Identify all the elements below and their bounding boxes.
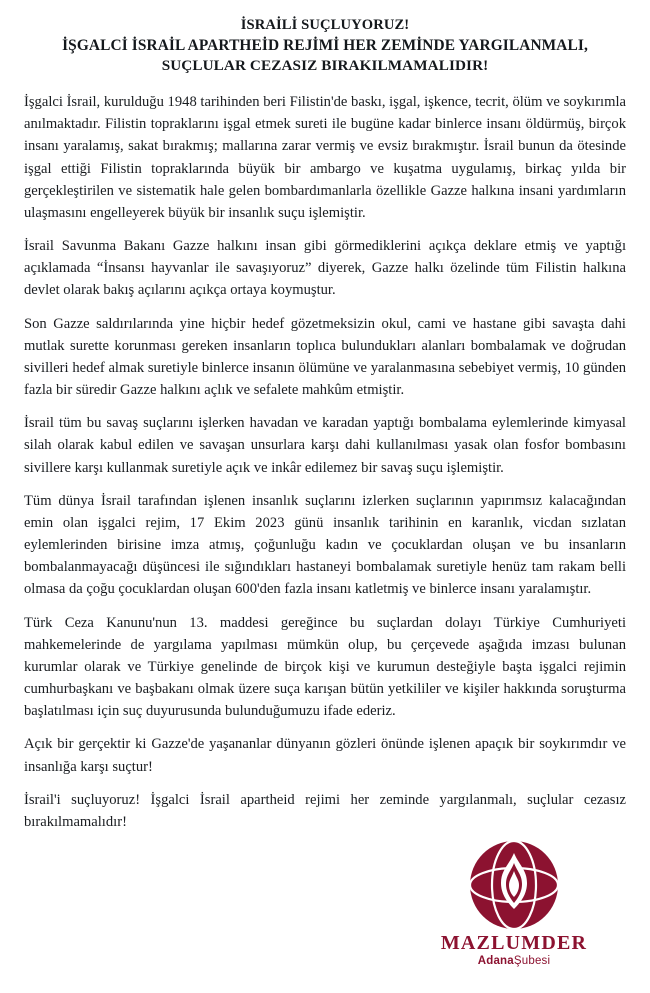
paragraph-3: Son Gazze saldırılarında yine hiçbir hedef gözetmeksizin okul, cami ve hastane gibi savaşta dahi mutlak surette korunması gereken insanların toplıca bulundukları alanları bombalamak ve doğrudan sivilleri hedef almak suretiyle binlerce insanın ölümüne ve yaralanmasına sebebiyet vermiş, 10 günden fazla bir süredir Gazze halkını açlık ve sefalete mahkûm etmiştir. (24, 315, 626, 399)
logo-branch: Şubesi (513, 955, 551, 967)
title-line-1: İSRAİLİ SUÇLUYORUZ! (240, 17, 410, 33)
flame-globe-icon (468, 839, 560, 931)
logo-subtitle (424, 955, 604, 967)
paragraph-7: Açık bir gerçektir ki Gazze'de yaşananlar dünyanın gözleri önünde işlenen apaçık bir soykırımdır ve insanlığa karşı suçtur! (24, 736, 626, 775)
paragraph-5: Tüm dünya İsrail tarafından işlenen insanlık suçlarını izlerken suçlarının yapırımsız kalacağından emin olan işgalci rejim, 17 Ekim 2023 günü insanlık tarihinin en karanlık, vicdan sızlatan eylemlerinden birisine imza atmış, çoğunluğu kadın ve çocuklardan oluşan ve bu insanların bombalanmayacağı düşüncesi ile sığındıkları hastaneyi bombalamak suretiyle henüz tam rakam belli olmasa da çoğu çocuklardan oluşan 600'den fazla insanı katletmiş ve binlerce insanı yaralamıştır. (24, 492, 626, 598)
organization-logo (424, 839, 604, 971)
logo-city: Adana (477, 955, 514, 967)
paragraph-4: İsrail tüm bu savaş suçlarını işlerken havadan ve karadan yaptığı bombalama eylemlerinde kimyasal silah olarak kabul edilen ve savaşan unsurlara karşı dahi kullanılması yasak olan fosfor bombasını sivillere karşı kullanmak suretiyle açık ve inkâr edilemez bir savaş suçu işlemiştir. (24, 415, 626, 476)
paragraph-8: İsrail'i suçluyoruz! İşgalci İsrail apartheid rejimi her zeminde yargılanmalı, suçlular cezasız bırakılmamalıdır! (24, 791, 626, 830)
logo-name: MAZLUMDER (440, 932, 588, 954)
paragraph-2: İsrail Savunma Bakanı Gazze halkını insan gibi görmediklerini açıkça deklare etmiş ve yaptığı açıklamada “İnsansı hayvanlar ile savaşıyoruz” diyerek, Gazze halkı özelinde tüm Filistin halkına devlet olarak bakış açılarını açıkça ortaya koymuştur. (24, 238, 626, 299)
logo-text (424, 933, 604, 967)
paragraph-6: Türk Ceza Kanunu'nun 13. maddesi gereğince bu suçlardan dolayı Türkiye Cumhuriyeti mahkemelerinde de yargılama yapılması mümkün olup, bu çerçevede aşağıda imzası bulunan kurumlar olarak ve Türkiye genelinde de birçok kişi ve kurumun desteğiyle başta işgalci rejimin cumhurbaşkanı ve başbakanı olmak üzere suça karışan bütün yetkililer ve kişiler hakkında soruşturma başlatılması için suç duyurusunda bulunduğumuzu ifade ederiz. (24, 614, 626, 720)
title-line-2: İŞGALCİ İSRAİL APARTHEİD REJİMİ HER ZEMİNDE YARGILANMALI, (62, 36, 588, 54)
document-title (24, 16, 626, 77)
title-line-3: SUÇLULAR CEZASIZ BIRAKILMAMALIDIR! (161, 57, 489, 75)
document-body (24, 91, 626, 833)
paragraph-1: İşgalci İsrail, kurulduğu 1948 tarihinden beri Filistin'de baskı, işgal, işkence, tecrit, ölüm ve soykırımla anılmaktadır. Filistin topraklarını işgal etmek sureti ile bugüne kadar binlerce insanı öldürmüş, birçok insanı yaralamış, sakat bırakmış; mallarına zarar vermiş ve evsiz bırakmıştır. İsrail bunun da ötesinde işgal ettiği Filistin topraklarında büyük bir ambargo ve kuşatma uygulamış, birkaç yılda bir gerçekleştirilen ve sistematik hale gelen bombardımanlarla özellikle Gazze halkına insani yardımların ulaşmasını engelleyerek büyük bir insanlık suçu işlemiştir. (24, 94, 626, 221)
